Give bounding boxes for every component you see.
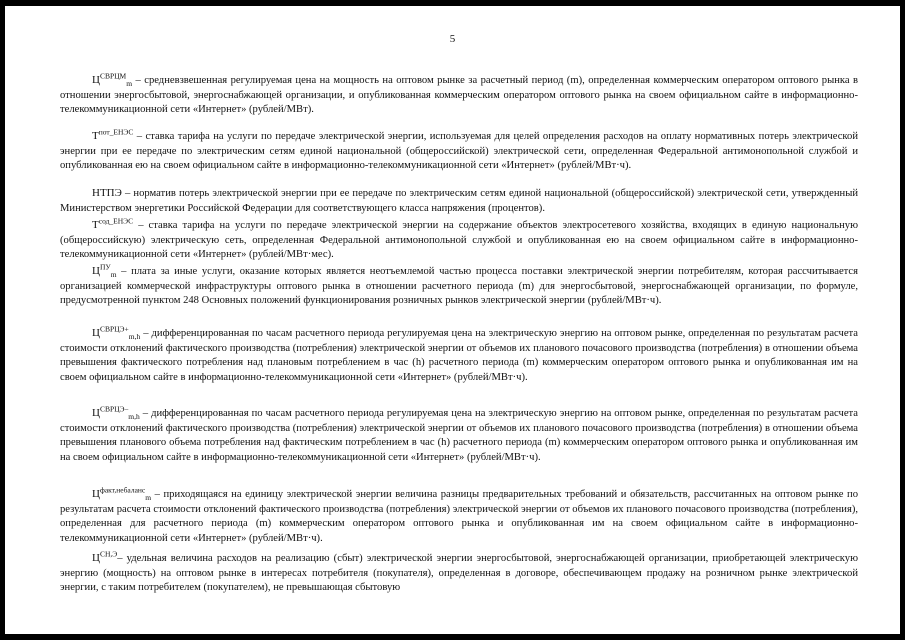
formula-symbol: Ц <box>92 265 100 277</box>
symbol-subscript: m <box>110 270 117 280</box>
symbol-superscript: ПУ <box>99 262 111 272</box>
symbol-subscript: m,h <box>128 412 140 422</box>
definition-paragraph <box>60 406 858 465</box>
definition-paragraph <box>60 73 858 118</box>
definition-text: – дифференцированная по часам расчетного периода регулируемая цена на электрическую энергию на оптовом рынке, определенная по результатам расчета стоимости отклонений фактического производства (потребления) электрической энергии от объемов их планового почасового производства (потребления) в отношении объема превышения фактического потребления над плановым потреблением в час (h) расчетного периода (m) коммерческим оператором оптового рынка и опубликованная им на своем официальном сайте в информационно-телекоммуникационной сети «Интернет» (рублей/МВт·ч). <box>60 328 858 383</box>
definition-text: – плата за иные услуги, оказание которых является неотъемлемой частью процесса поставки электрической энергии потребителям, которая рассчитывается организацией коммерческой инфраструктуры оптового рынка в отношении расчетного периода (m) для энергосбытовой, энергоснабжающей организации, по формуле, предусмотренной пунктом 248 Основных положений функционирования розничных рынков электрической энергии (рублей/МВт·ч). <box>60 266 858 306</box>
formula-symbol: Ц <box>92 407 100 419</box>
scan-border-top <box>0 0 905 6</box>
page-number: 5 <box>449 33 456 45</box>
symbol-subscript: m <box>145 493 152 503</box>
definition-text: – ставка тарифа на услуги по передаче электрической энергии на содержание объектов электросетевого хозяйства, входящих в единую национальную (общероссийскую) электрическую сеть, определенная Федеральной антимонопольной службой и опубликованная ею на своем официальном сайте в информационно-телекоммуникационной сети «Интернет» (рублей/МВт·мес). <box>60 220 858 260</box>
definition-text: – средневзвешенная регулируемая цена на мощность на оптовом рынке за расчетный период (m), определенная коммерческим оператором оптового рынка в отношении энергосбытовой, энергоснабжающей организации, и опубликованная коммерческим оператором оптового рынка на своем официальном сайте в информационно-телекоммуникационной сети «Интернет» (рублей/МВт). <box>60 75 858 115</box>
definition-text: – норматив потерь электрической энергии при ее передаче по электрическим сетям единой национальной (общероссийской) электрической сети, утвержденный Министерством энергетики Российской Федерации для соответствующего класса напряжения (процентов). <box>60 188 858 214</box>
definition-paragraph <box>60 129 858 174</box>
definition-text: – ставка тарифа на услуги по передаче электрической энергии, используемая для целей определения расходов на оплату нормативных потерь электрической энергии при ее передаче по электрическим сетям единой национальной (общероссийской) электрической сети, определенная Федеральной антимонопольной службой и опубликованная ею на своем официальном сайте в информационно-телекоммуникационной сети «Интернет» (рублей/МВт·ч). <box>60 131 858 171</box>
formula-symbol: Т <box>92 219 99 231</box>
symbol-superscript: СВРЦМ <box>99 71 127 81</box>
symbol-superscript: факт,небаланс <box>99 485 146 495</box>
formula-symbol: Ц <box>92 74 100 86</box>
formula-symbol: НТПЭ <box>92 187 122 199</box>
symbol-subscript: m,h <box>128 332 141 342</box>
scan-border-bottom <box>0 634 905 640</box>
definition-text: – дифференцированная по часам расчетного периода регулируемая цена на электрическую энергию на оптовом рынке, определенная по результатам расчета стоимости отклонений фактического производства (потребления) электрической энергии от объемов их планового почасового производства (потребления) в отношении объема превышения планового объема потребления над фактическим потреблением в час (h) расчетного периода (m) коммерческим оператором оптового рынка и опубликованная им на своем официальном сайте в информационно-телекоммуникационной сети «Интернет» (рублей/МВт·ч). <box>60 408 858 463</box>
definition-paragraph <box>60 186 858 216</box>
scan-border-right <box>900 0 905 640</box>
formula-symbol: Ц <box>92 488 100 500</box>
definition-text: – удельная величина расходов на реализацию (сбыт) электрической энергии энергосбытовой, энергоснабжающей организации, приобретающей электрическую энергию (мощность) на оптовом рынке в интересах потребителя (покупателя), определенная в договоре, обеспечивающем продажу на розничном рынке электрической энергии, с таким потребителем (покупателем), не превышающая сбытовую <box>60 553 858 593</box>
symbol-superscript: СВРЦЭ– <box>99 404 129 414</box>
definition-paragraph <box>60 487 858 546</box>
symbol-superscript: СН,Э <box>99 549 118 559</box>
symbol-superscript: сод_ЕНЭС <box>98 216 134 226</box>
definition-paragraph <box>60 551 858 596</box>
definition-paragraph <box>60 264 858 309</box>
formula-symbol: Ц <box>92 552 100 564</box>
symbol-superscript: СВРЦЭ+ <box>99 324 129 334</box>
symbol-subscript: m <box>126 79 133 89</box>
formula-symbol: Т <box>92 130 99 142</box>
symbol-superscript: пот_ЕНЭС <box>98 127 134 137</box>
definition-paragraph <box>60 218 858 263</box>
scan-border-left <box>0 0 5 640</box>
definition-text: – приходящаяся на единицу электрической энергии величина разницы предварительных требований и обязательств, рассчитанных на оптовом рынке по результатам расчета стоимости отклонений фактического производства (потребления) электрической энергии от объемов их планового почасового производства (потребления), определенная для расчетного периода (m) коммерческим оператором оптового рынка и опубликованная им на своем официальном сайте в информационно-телекоммуникационной сети «Интернет» (рублей/МВт·ч). <box>60 489 858 544</box>
definition-paragraph <box>60 326 858 385</box>
formula-symbol: Ц <box>92 327 100 339</box>
